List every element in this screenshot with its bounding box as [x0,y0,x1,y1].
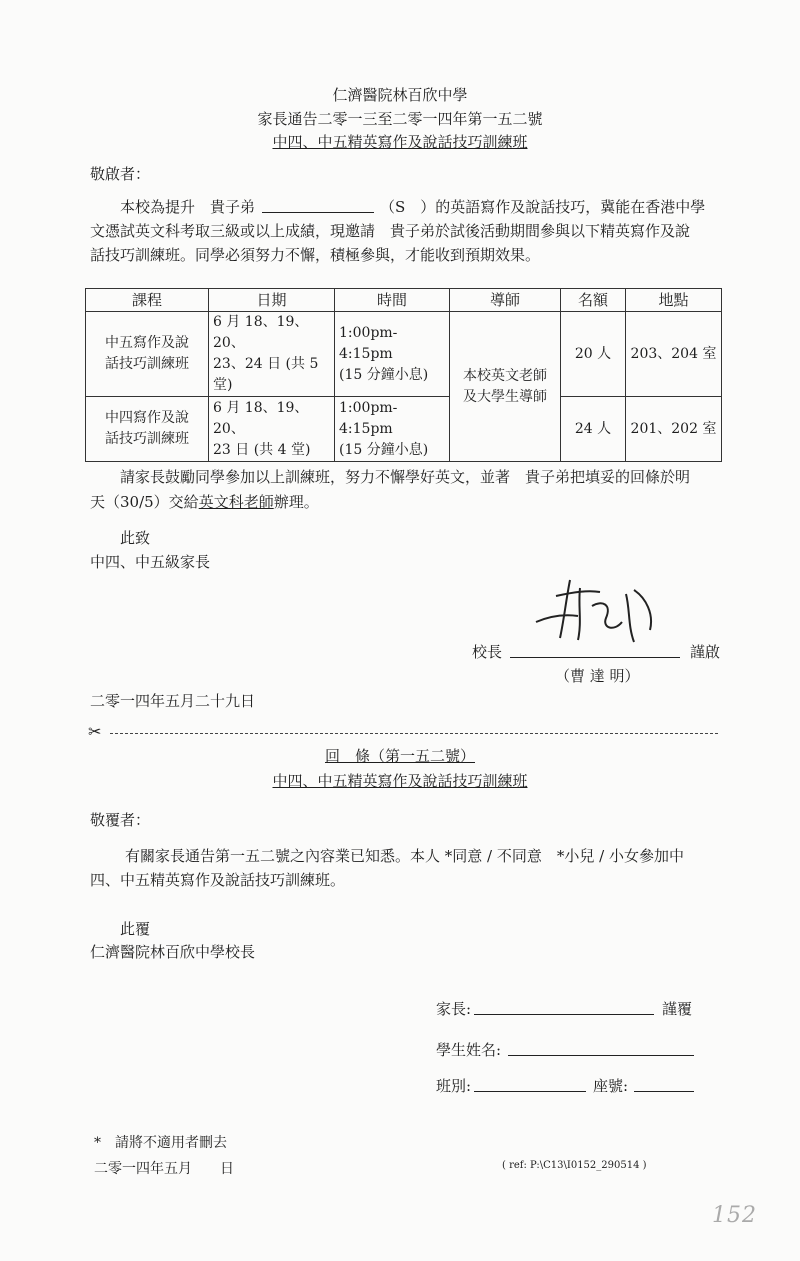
class-field[interactable] [474,1091,586,1092]
table-row [86,312,722,397]
time-line: 1:00pm-4:15pm [339,324,398,362]
recipient-parents: 中四、中五級家長 [90,553,211,571]
date-line: 23 日 (共 4 堂) [213,441,311,458]
para2-line1: 請家長鼓勵同學參加以上訓練班，努力不懈學好英文，並著 貴子弟把填妥的回條於明 [120,468,691,486]
student-name-label: 學生姓名: [436,1041,502,1059]
table-row [86,397,722,462]
time-line: 1:00pm-4:15pm [339,399,398,437]
parent-sign-field[interactable] [474,1014,654,1015]
reply-salutation: 敬覆者： [90,811,151,829]
tutor-line: 及大學生導師 [463,388,547,405]
header-venue: 地點 [626,289,722,312]
seat-label: 座號: [593,1077,629,1095]
handwritten-page-number: 152 [712,1203,757,1228]
para2-line2-a: 天（30/5）交給 [90,493,199,511]
notice-title: 中四、中五精英寫作及說話技巧訓練班 [272,133,528,151]
english-teacher-link: 英文科老師 [198,493,274,511]
cut-line [110,733,718,734]
para1-line3: 話技巧訓練班。同學必須努力不懈，積極參與，才能收到預期效果。 [90,246,541,264]
para1-line1-b: （S ）的英語寫作及說話技巧，冀能在香港中學 [380,198,706,216]
reply-subtitle: 中四、中五精英寫作及說話技巧訓練班 [272,772,528,790]
quota-cell: 20 人 [561,312,626,397]
header-date: 日期 [209,289,335,312]
file-ref: ( ref: P:\C13\I0152_290514 ) [502,1160,647,1171]
cizhi: 此致 [120,529,151,547]
school-name: 仁濟醫院林百欣中學 [332,86,468,104]
reply-body-line2: 四、中五精英寫作及說話技巧訓練班。 [90,871,346,889]
class-label: 班別: [436,1077,472,1095]
principal-sign-line [510,657,680,658]
parent-label: 家長: [436,1000,472,1018]
date-line: 6 月 18、19、20、 [213,399,309,437]
course-line: 話技巧訓練班 [105,431,189,447]
course-cell [86,397,209,462]
date-line: 6 月 18、19、20、 [213,314,309,351]
reply-recipient: 仁濟醫院林百欣中學校長 [90,943,256,961]
date-cell [209,397,335,462]
course-line: 話技巧訓練班 [105,356,189,372]
delete-note: * 請將不適用者刪去 [94,1135,227,1151]
para2-line2 [90,491,319,512]
table-header-row [86,289,722,312]
salutation: 敬啟者： [90,165,151,183]
jinfu: 謹覆 [662,1000,693,1018]
date-line: 23、24 日 (共 5 堂) [213,356,319,393]
para2-line2-b: 辦理。 [273,493,319,511]
course-table [85,288,722,462]
principal-label: 校長 [472,643,503,661]
time-line: (15 分鐘小息) [339,366,429,383]
seat-field[interactable] [634,1091,694,1092]
principal-name: （曹 達 明） [555,667,640,685]
quota-cell: 24 人 [561,397,626,462]
notice-number: 家長通告二零一三至二零一四年第一五二號 [257,110,543,128]
header-tutor: 導師 [450,289,561,312]
para1-line1-a: 本校為提升 貴子弟 [120,198,256,216]
venue-cell: 203、204 室 [626,312,722,397]
notice-date: 二零一四年五月二十九日 [90,692,256,710]
header-time: 時間 [335,289,450,312]
time-cell [335,397,450,462]
reply-title: 回 條（第一五二號） [324,747,475,765]
tutor-cell [450,312,561,462]
venue-cell: 201、202 室 [626,397,722,462]
reply-body-line1: 有關家長通告第一五二號之內容業已知悉。本人 *同意 / 不同意 *小兒 / 小女參加中 [125,847,684,865]
header-course: 課程 [86,289,209,312]
time-cell [335,312,450,397]
course-cell [86,312,209,397]
cifu: 此覆 [120,920,151,938]
student-name-blank [262,212,374,213]
scissors-icon: ✂ [88,722,102,741]
para1-line2: 文憑試英文科考取三級或以上成績，現邀請 貴子弟於試後活動期間參與以下精英寫作及說 [90,222,691,240]
reply-date: 二零一四年五月 日 [94,1161,234,1177]
jinqi: 謹啟 [690,643,721,661]
principal-signature [530,570,670,650]
header-quota: 名額 [561,289,626,312]
time-line: (15 分鐘小息) [339,441,429,458]
student-name-field[interactable] [508,1055,694,1056]
date-cell [209,312,335,397]
tutor-line: 本校英文老師 [463,367,547,384]
course-line: 中四寫作及說 [105,410,189,426]
course-line: 中五寫作及說 [105,335,189,351]
